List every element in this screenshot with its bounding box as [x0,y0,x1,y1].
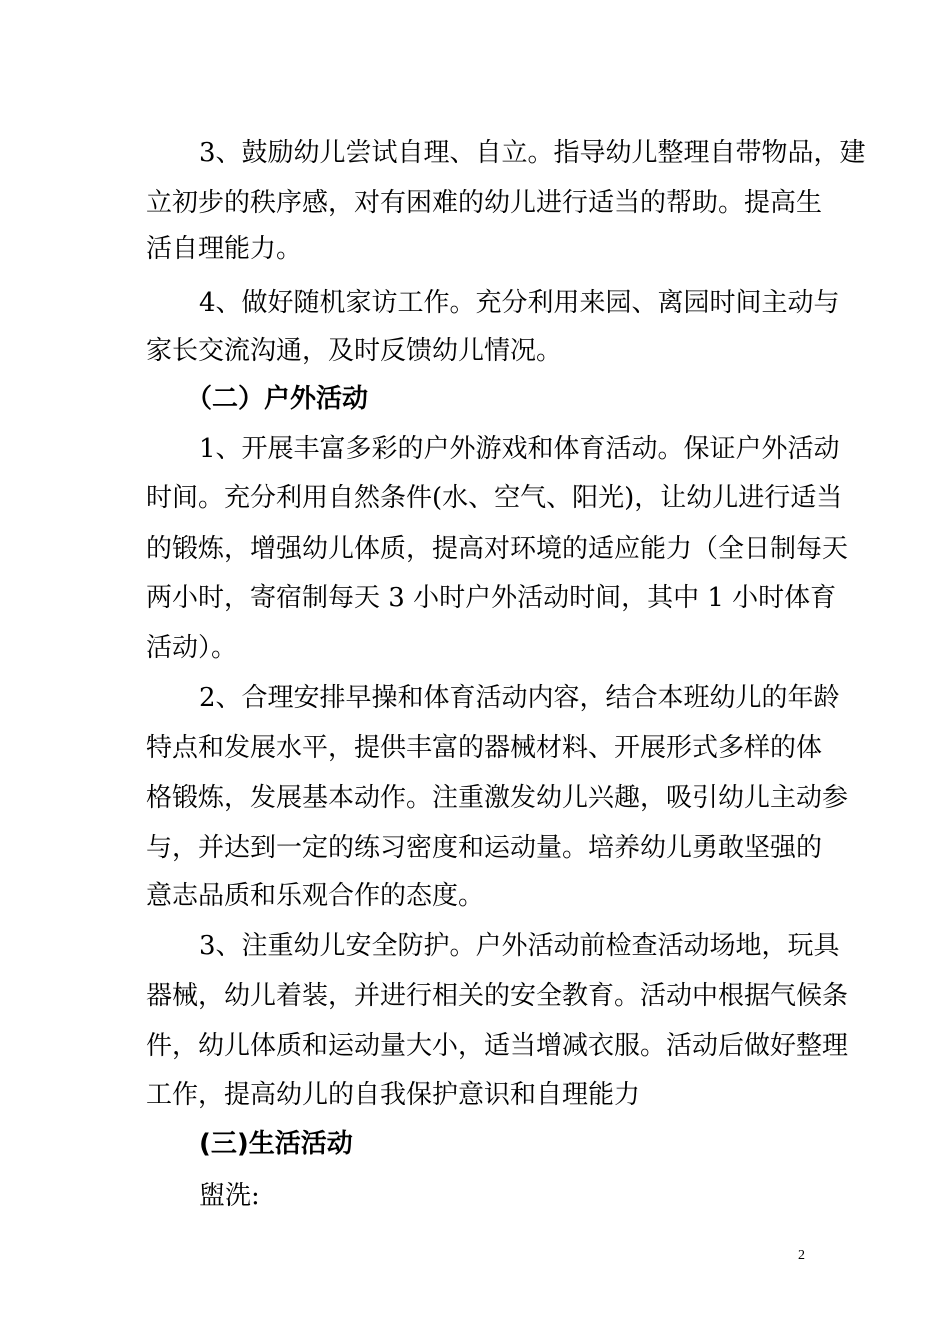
paragraph-safety-line-3: 件，幼儿体质和运动量大小，适当增减衣服。活动后做好整理 [146,1031,849,1061]
paragraph-outdoor-games-line-3: 的锻炼，增强幼儿体质，提高对环境的适应能力（全日制每天 [146,534,849,564]
paragraph-self-care-line-2: 立初步的秩序感，对有困难的幼儿进行适当的帮助。提高生 [146,188,823,218]
paragraph-morning-exercise-line-5: 意志品质和乐观合作的态度。 [146,881,485,911]
paragraph-home-visit-line-1: 4、做好随机家访工作。充分利用来园、离园时间主动与 [199,288,840,318]
paragraph-home-visit-line-2: 家长交流沟通，及时反馈幼儿情况。 [146,336,563,366]
paragraph-safety-line-2: 器械，幼儿着装，并进行相关的安全教育。活动中根据气候条 [146,981,849,1011]
paragraph-safety-line-1: 3、注重幼儿安全防护。户外活动前检查活动场地，玩具 [199,931,840,961]
paragraph-safety-line-4: 工作，提高幼儿的自我保护意识和自理能力 [146,1080,641,1110]
section-heading-outdoor: （二）户外活动 [186,384,369,414]
paragraph-outdoor-games-line-1: 1、开展丰富多彩的户外游戏和体育活动。保证户外活动 [199,434,840,464]
paragraph-morning-exercise-line-3: 格锻炼，发展基本动作。注重激发幼儿兴趣，吸引幼儿主动参 [146,783,849,813]
paragraph-outdoor-games-line-4: 两小时，寄宿制每天 3 小时户外活动时间，其中 1 小时体育 [146,583,837,613]
paragraph-morning-exercise-line-4: 与，并达到一定的练习密度和运动量。培养幼儿勇敢坚强的 [146,833,823,863]
paragraph-morning-exercise-line-1: 2、合理安排早操和体育活动内容，结合本班幼儿的年龄 [199,683,840,713]
paragraph-self-care-line-3: 活自理能力。 [146,234,303,264]
paragraph-outdoor-games-line-2: 时间。充分利用自然条件(水、空气、阳光)，让幼儿进行适当 [146,483,843,513]
washing-label: 盥洗: [199,1181,260,1211]
page-number: 2 [798,1248,805,1263]
section-heading-daily-life: (三)生活活动 [199,1129,353,1159]
paragraph-self-care-line-1: 3、鼓励幼儿尝试自理、自立。指导幼儿整理自带物品，建 [199,138,866,168]
paragraph-morning-exercise-line-2: 特点和发展水平，提供丰富的器械材料、开展形式多样的体 [146,733,823,763]
paragraph-outdoor-games-line-5: 活动）。 [146,633,238,663]
